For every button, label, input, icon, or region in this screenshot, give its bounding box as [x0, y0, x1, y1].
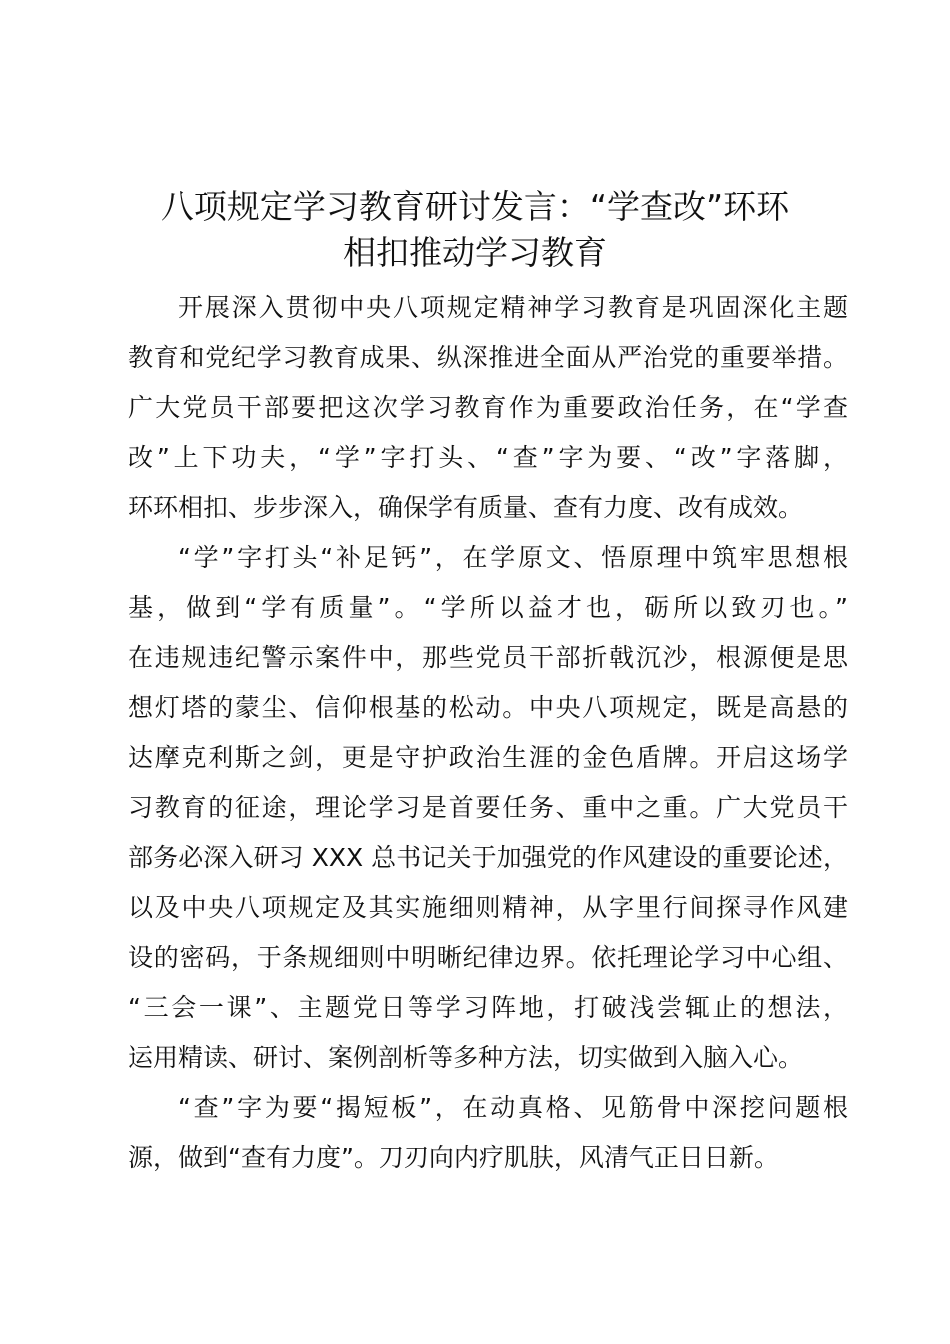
text-line: 以及中央八项规定及其实施细则精神，从字里行间探寻作风建 — [128, 893, 848, 922]
paragraph-2 — [128, 533, 848, 1083]
text-line: “学”字打头“补足钙”，在学原文、悟原理中筑牢思想根 — [178, 543, 848, 572]
title-line-2: 相扣推动学习教育 — [343, 233, 607, 272]
text-line: “查”字为要“揭短板”，在动真格、见筋骨中深挖问题根 — [178, 1093, 848, 1122]
text-line: 环环相扣、步步深入，确保学有质量、查有力度、改有成效。 — [128, 493, 804, 522]
text-line: “三会一课”、主题党日等学习阵地，打破浅尝辄止的想法， — [128, 993, 848, 1022]
text-line: 设的密码，于条规细则中明晰纪律边界。依托理论学习中心组、 — [128, 943, 848, 972]
text-line: 源，做到“查有力度”。刀刃向内疗肌肤，风清气正日日新。 — [128, 1143, 779, 1172]
text-line: 习教育的征途，理论学习是首要任务、重中之重。广大党员干 — [128, 793, 848, 822]
title-line-1: 八项规定学习教育研讨发言：“学查改”环环 — [160, 187, 790, 226]
text-line: 想灯塔的蒙尘、信仰根基的松动。中央八项规定，既是高悬的 — [128, 693, 848, 722]
text-line: 开展深入贯彻中央八项规定精神学习教育是巩固深化主题 — [178, 293, 848, 322]
document-body — [128, 283, 848, 1183]
text-line: 达摩克利斯之剑，更是守护政治生涯的金色盾牌。开启这场学 — [128, 743, 848, 772]
text-line: 教育和党纪学习教育成果、纵深推进全面从严治党的重要举措。 — [128, 343, 848, 372]
text-line: 改”上下功夫，“学”字打头、“查”字为要、“改”字落脚， — [128, 443, 848, 472]
text-line: 运用精读、研讨、案例剖析等多种方法，切实做到入脑入心。 — [128, 1043, 804, 1072]
document-title — [100, 184, 850, 276]
text-line: 部务必深入研习 XXX 总书记关于加强党的作风建设的重要论述， — [128, 843, 848, 872]
text-line: 广大党员干部要把这次学习教育作为重要政治任务，在“学查 — [128, 393, 848, 422]
paragraph-3 — [128, 1083, 848, 1183]
text-line: 基，做到“学有质量”。“学所以益才也，砺所以致刃也。” — [128, 593, 848, 622]
paragraph-1 — [128, 283, 848, 533]
text-line: 在违规违纪警示案件中，那些党员干部折戟沉沙，根源便是思 — [128, 643, 848, 672]
